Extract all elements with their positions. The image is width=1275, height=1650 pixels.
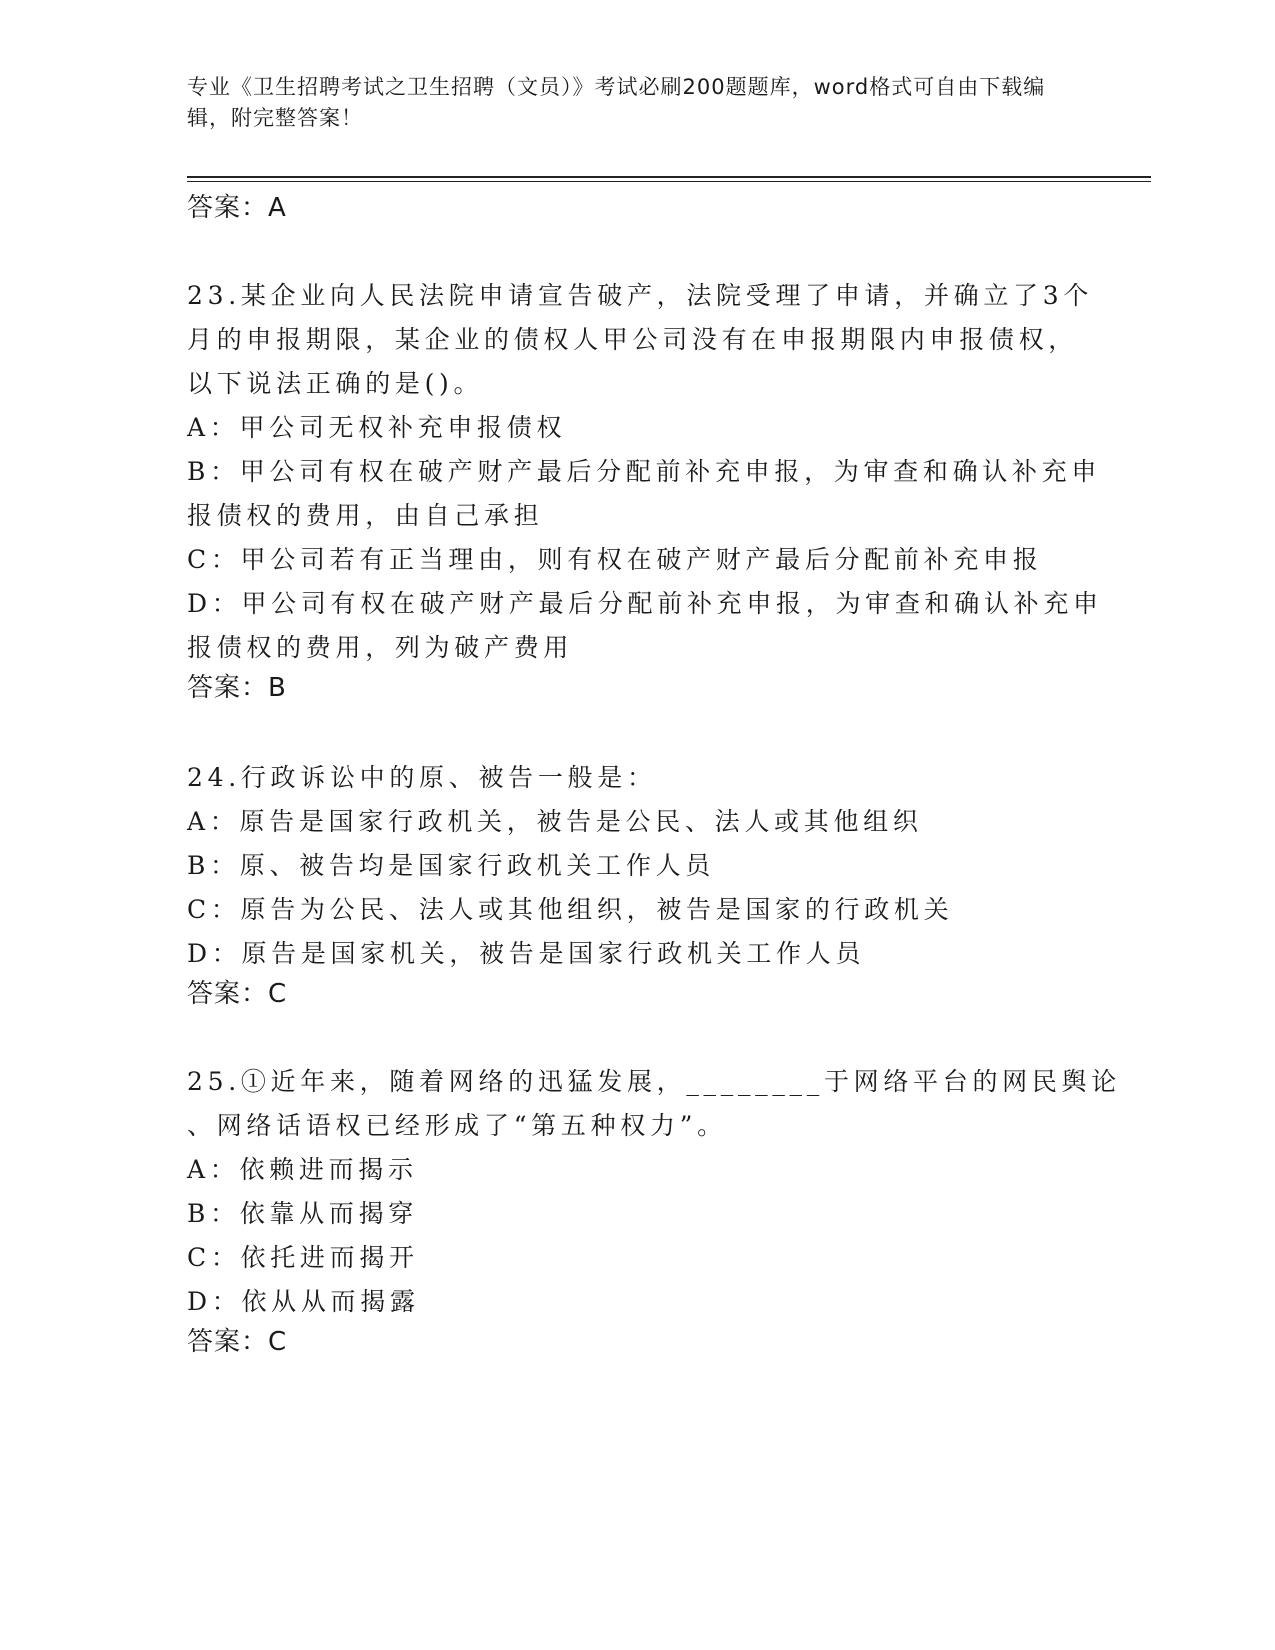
- question-24-option-b: B：原、被告均是国家行政机关工作人员: [187, 851, 715, 880]
- question-24-option-d: D：原告是国家机关，被告是国家行政机关工作人员: [187, 939, 866, 968]
- answer-24: 答案：C: [187, 979, 288, 1009]
- question-25-option-a: A：依赖进而揭示: [187, 1155, 418, 1184]
- header-rule-thin: [187, 181, 1151, 182]
- answer-23: 答案：B: [187, 673, 287, 703]
- question-23-option-d-line-1: D：甲公司有权在破产财产最后分配前补充申报，为审查和确认补充申: [187, 589, 1103, 618]
- question-25-option-b: B：依靠从而揭穿: [187, 1199, 418, 1228]
- question-23-option-b-line-2: 报债权的费用，由自己承担: [187, 501, 544, 530]
- answer-25: 答案：C: [187, 1327, 288, 1357]
- question-24-option-a: A：原告是国家行政机关，被告是公民、法人或其他组织: [187, 807, 923, 836]
- answer-22: 答案：A: [187, 193, 287, 223]
- question-25-option-d: D：依从从而揭露: [187, 1287, 420, 1316]
- question-23-option-b-line-1: B：甲公司有权在破产财产最后分配前补充申报，为审查和确认补充申: [187, 457, 1102, 486]
- header-rule-thick: [187, 176, 1151, 178]
- question-25-option-c: C：依托进而揭开: [187, 1243, 419, 1272]
- question-23-option-a: A：甲公司无权补充申报债权: [187, 413, 567, 442]
- question-25-line-1: 25.①近年来，随着网络的迅猛发展，________于网络平台的网民舆论: [187, 1067, 1121, 1096]
- question-23-option-d-line-2: 报债权的费用，列为破产费用: [187, 633, 574, 662]
- question-24-line-1: 24.行政诉讼中的原、被告一般是：: [187, 763, 657, 792]
- document-header: 专业《卫生招聘考试之卫生招聘（文员）》考试必刷200题题库，word格式可自由下载编辑，附完整答案！: [187, 75, 1046, 130]
- question-23-line-2: 月的申报期限，某企业的债权人甲公司没有在申报期限内申报债权，: [187, 325, 1079, 354]
- question-23-line-1: 23.某企业向人民法院申请宣告破产，法院受理了申请，并确立了3个: [187, 281, 1094, 310]
- question-25-line-2: 、网络话语权已经形成了“第五种权力”。: [187, 1111, 727, 1140]
- question-23-option-c: C：甲公司若有正当理由，则有权在破产财产最后分配前补充申报: [187, 545, 1043, 574]
- question-24-option-c: C：原告为公民、法人或其他组织，被告是国家的行政机关: [187, 895, 954, 924]
- question-23-line-3: 以下说法正确的是()。: [187, 369, 484, 398]
